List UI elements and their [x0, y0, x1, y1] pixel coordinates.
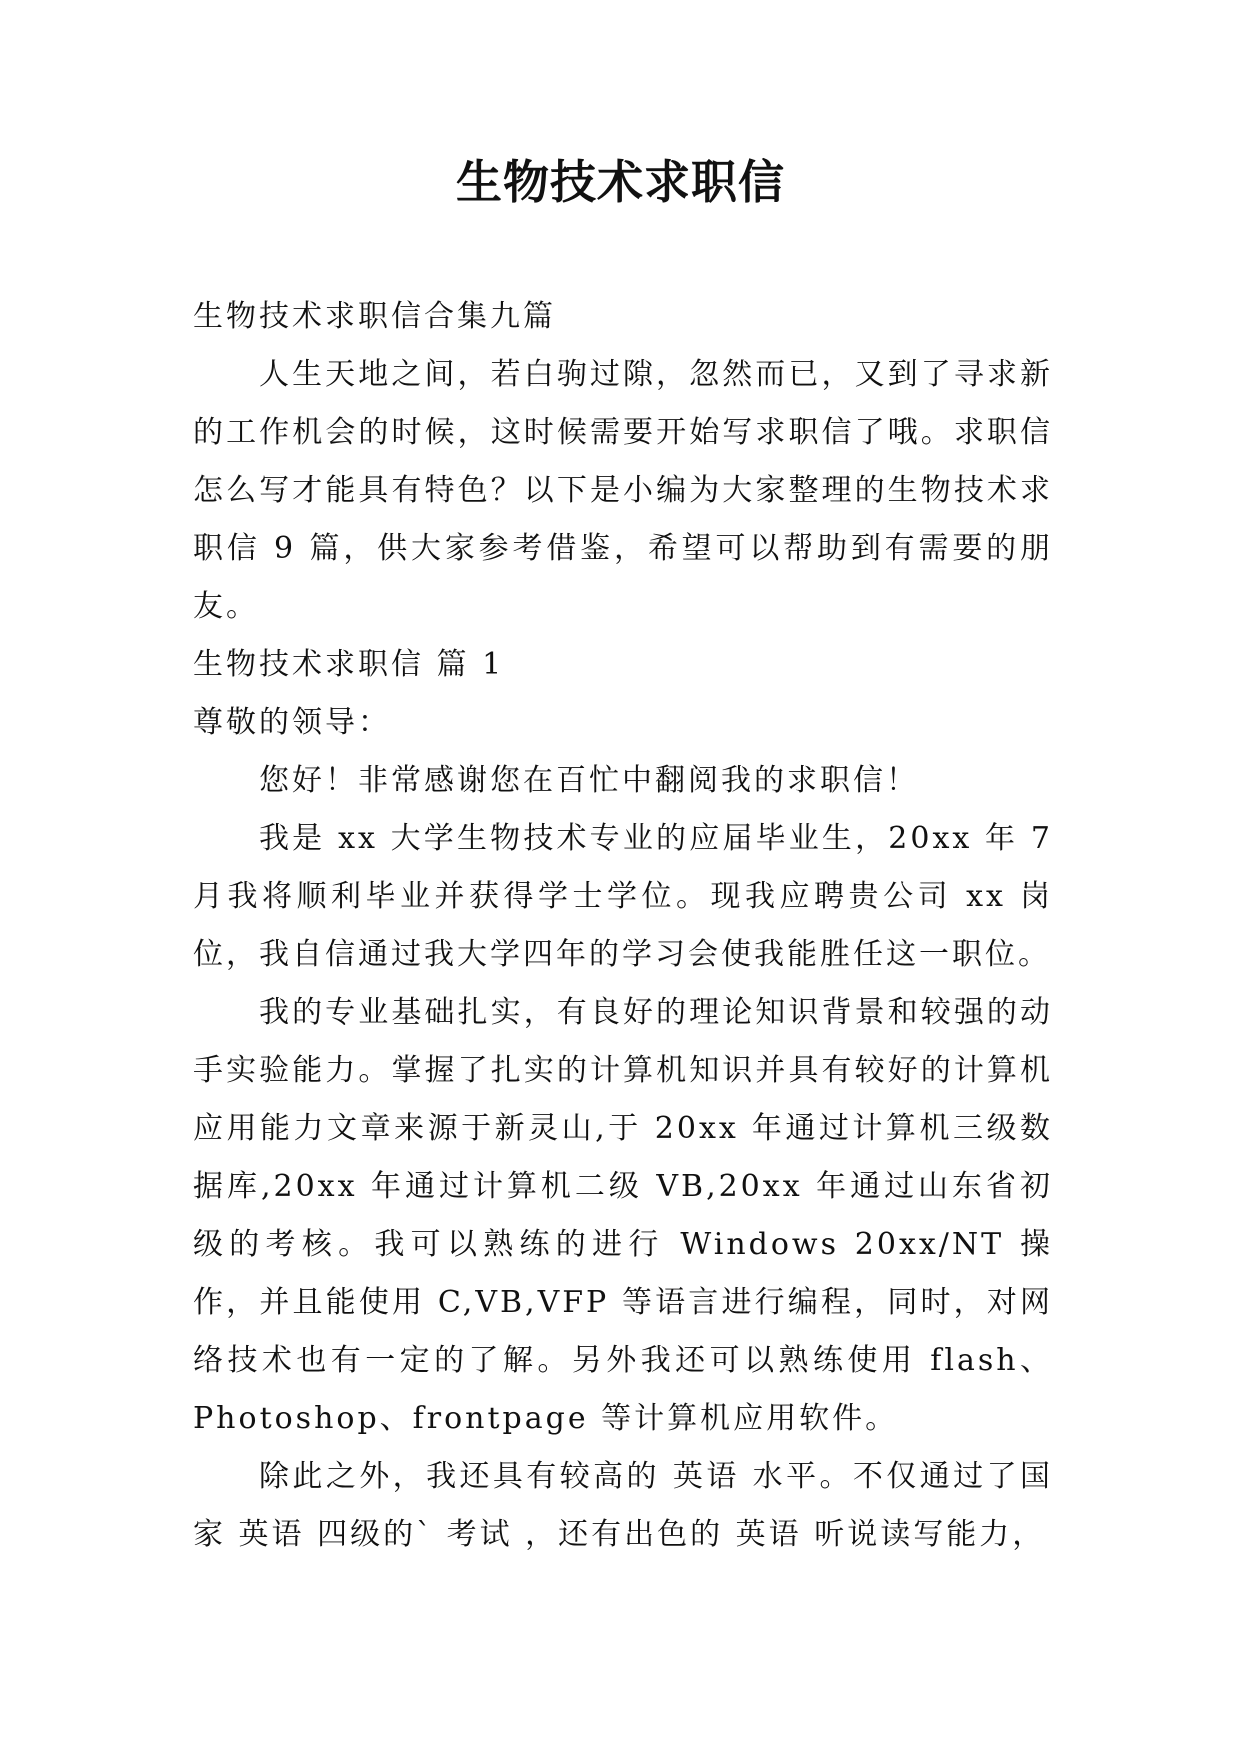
body-paragraph: 除此之外，我还具有较高的 英语 水平。不仅通过了国家 英语 四级的` 考试 ，还有出色的 英语 听说读写能力， [193, 1459, 1053, 1552]
subtitle-paragraph: 生物技术求职信合集九篇 [193, 299, 556, 334]
intro-paragraph: 人生天地之间，若白驹过隙，忽然而已，又到了寻求新的工作机会的时候，这时候需要开始写求职信了哦。求职信怎么写才能具有特色？以下是小编为大家整理的生物技术求职信 9 篇，供大家参考借鉴，希望可以帮助到有需要的朋友。 [193, 357, 1053, 624]
salutation: 尊敬的领导： [193, 705, 391, 740]
document-title: 生物技术求职信 [456, 155, 785, 209]
document-body [193, 288, 1053, 1564]
body-paragraph: 我是 xx 大学生物技术专业的应届毕业生，20xx 年 7 月我将顺利毕业并获得学士学位。现我应聘贵公司 xx 岗位，我自信通过我大学四年的学习会使我能胜任这一职位。 [193, 821, 1053, 972]
body-paragraph: 我的专业基础扎实，有良好的理论知识背景和较强的动手实验能力。掌握了扎实的计算机知识并具有较好的计算机应用能力文章来源于新灵山,于 20xx 年通过计算机三级数据库,20xx 年通过计算机二级 VB,20xx 年通过山东省初级的考核。我可以熟练的进行 Windows 20xx/NT 操作，并且能使用 C,VB,VFP 等语言进行编程，同时，对网络技术也有一定的了解。另外我还可以熟练使用 flash、Photoshop、frontpage 等计算机应用软件。 [193, 995, 1053, 1436]
greeting-paragraph: 您好！非常感谢您在百忙中翻阅我的求职信！ [259, 763, 919, 798]
section-heading: 生物技术求职信 篇 1 [193, 647, 505, 682]
